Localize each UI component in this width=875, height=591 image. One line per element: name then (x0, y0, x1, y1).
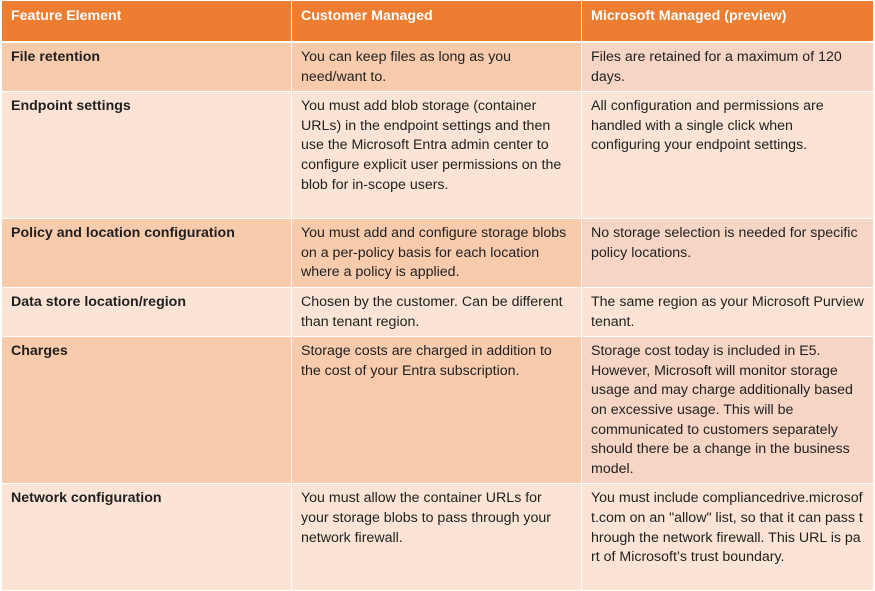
table-row (2, 484, 874, 591)
table-row (2, 42, 874, 92)
header-feature-element: Feature Element (2, 1, 292, 43)
header-customer-managed: Customer Managed (292, 1, 582, 43)
feature-cell: Policy and location configuration (2, 219, 292, 288)
table-body (2, 42, 874, 591)
microsoft-managed-cell: You must include compliancedrive.microsoft.com on an "allow" list, so that it can pass through the network firewall. This URL is part of Microsoft’s trust boundary. (582, 484, 874, 591)
header-microsoft-managed: Microsoft Managed (preview) (582, 1, 874, 43)
table-header (2, 1, 874, 43)
feature-comparison-table (1, 0, 874, 591)
table-row (2, 287, 874, 336)
feature-cell: Network configuration (2, 484, 292, 591)
microsoft-managed-cell: All configuration and permissions are handled with a single click when configuring your endpoint settings. (582, 92, 874, 219)
table-row (2, 337, 874, 484)
customer-managed-cell: You must allow the container URLs for your storage blobs to pass through your network firewall. (292, 484, 582, 591)
microsoft-managed-cell: The same region as your Microsoft Purview tenant. (582, 287, 874, 336)
customer-managed-cell: Storage costs are charged in addition to the cost of your Entra subscription. (292, 337, 582, 484)
table-row (2, 92, 874, 219)
header-row (2, 1, 874, 43)
feature-cell: Endpoint settings (2, 92, 292, 219)
customer-managed-cell: You can keep files as long as you need/want to. (292, 42, 582, 92)
customer-managed-cell: You must add blob storage (container URLs) in the endpoint settings and then use the Microsoft Entra admin center to configure explicit user permissions on the blob for in-scope users. (292, 92, 582, 219)
microsoft-managed-cell: Storage cost today is included in E5. However, Microsoft will monitor storage usage and may charge additionally based on excessive usage. This will be communicated to customers separately should there be a change in the business model. (582, 337, 874, 484)
microsoft-managed-cell: No storage selection is needed for specific policy locations. (582, 219, 874, 288)
microsoft-managed-cell: Files are retained for a maximum of 120 days. (582, 42, 874, 92)
customer-managed-cell: Chosen by the customer. Can be different than tenant region. (292, 287, 582, 336)
customer-managed-cell: You must add and configure storage blobs on a per-policy basis for each location where a policy is applied. (292, 219, 582, 288)
feature-cell: File retention (2, 42, 292, 92)
table-row (2, 219, 874, 288)
feature-cell: Data store location/region (2, 287, 292, 336)
feature-cell: Charges (2, 337, 292, 484)
